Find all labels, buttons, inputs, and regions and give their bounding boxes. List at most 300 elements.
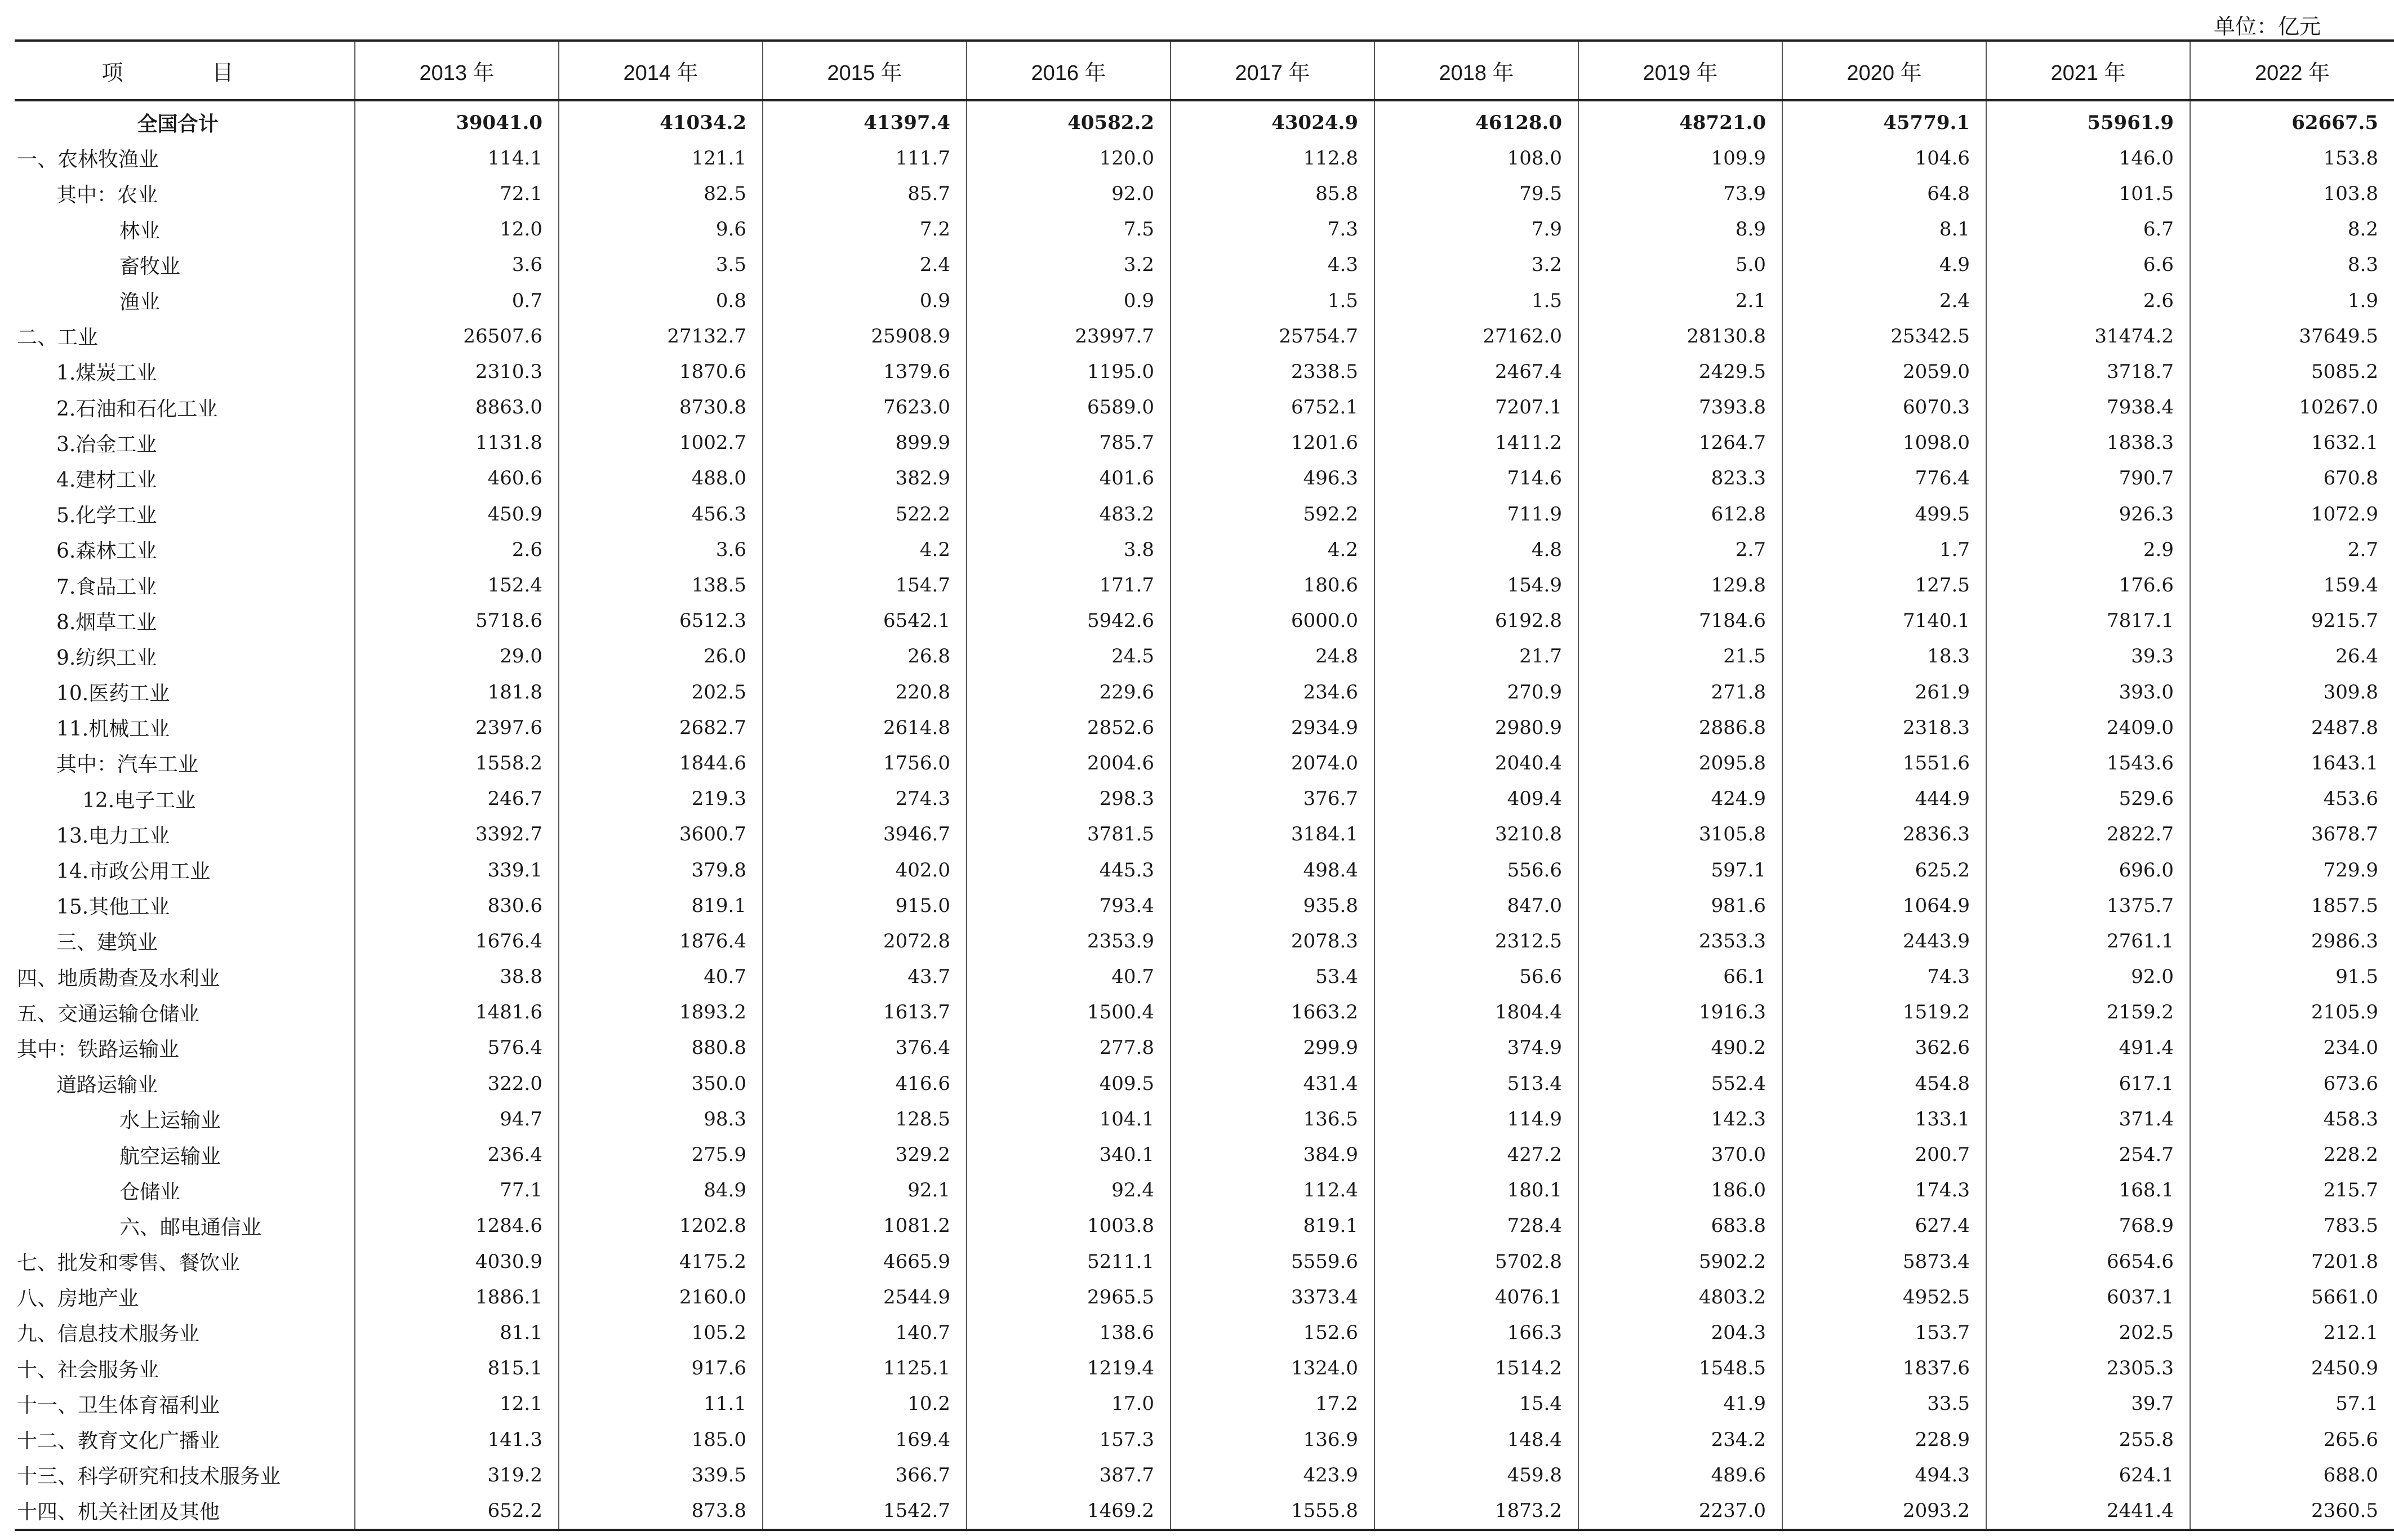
row-label: 8.烟草工业 [56, 611, 157, 634]
row-label: 水上运输业 [119, 1109, 221, 1133]
value-cell: 17.2 [1171, 1386, 1374, 1422]
value-cell: 81.1 [355, 1315, 559, 1350]
value-cell: 37649.5 [2190, 318, 2394, 354]
value-cell: 92.0 [967, 176, 1171, 211]
value-cell: 138.5 [559, 567, 763, 603]
value-cell: 148.4 [1374, 1422, 1578, 1457]
total-row [15, 100, 2394, 140]
value-cell: 1125.1 [763, 1351, 967, 1386]
value-cell: 5873.4 [1782, 1244, 1986, 1279]
value-cell: 5085.2 [2190, 354, 2394, 389]
value-cell: 899.9 [763, 425, 967, 461]
value-cell: 350.0 [559, 1066, 763, 1101]
value-cell: 84.9 [559, 1173, 763, 1208]
value-cell: 1873.2 [1374, 1493, 1578, 1529]
value-cell: 152.4 [355, 567, 559, 603]
value-cell: 153.8 [2190, 140, 2394, 176]
value-cell: 2429.5 [1578, 354, 1782, 389]
value-cell: 2544.9 [763, 1279, 967, 1315]
value-cell: 499.5 [1782, 496, 1986, 532]
row-label: 其中：汽车工业 [56, 753, 199, 777]
value-cell: 109.9 [1578, 140, 1782, 176]
value-cell: 3184.1 [1171, 817, 1374, 852]
value-cell: 4952.5 [1782, 1279, 1986, 1315]
value-cell: 322.0 [355, 1066, 559, 1101]
value-cell: 416.6 [763, 1066, 967, 1101]
row-label: 道路运输业 [56, 1074, 158, 1097]
year-column-header: 2019 年 [1578, 41, 1782, 100]
value-cell: 8.9 [1578, 212, 1782, 247]
value-cell: 57.1 [2190, 1386, 2394, 1422]
value-cell: 204.3 [1578, 1315, 1782, 1350]
value-cell: 215.7 [2190, 1173, 2394, 1208]
row-label: 九、信息技术服务业 [17, 1323, 200, 1346]
value-cell: 141.3 [355, 1422, 559, 1457]
value-cell: 2095.8 [1578, 745, 1782, 781]
table-row [15, 567, 2394, 603]
value-cell: 120.0 [967, 140, 1171, 176]
value-cell: 8.3 [2190, 247, 2394, 283]
value-cell: 4665.9 [763, 1244, 967, 1279]
value-cell: 2.6 [355, 532, 559, 567]
row-label: 2.石油和石化工业 [56, 397, 218, 421]
value-cell: 40.7 [559, 959, 763, 995]
value-cell: 1.5 [1171, 283, 1374, 318]
value-cell: 5.0 [1578, 247, 1782, 283]
value-cell: 376.4 [763, 1030, 967, 1066]
value-cell: 2338.5 [1171, 354, 1374, 389]
row-label: 10.医药工业 [56, 682, 170, 706]
value-cell: 6542.1 [763, 603, 967, 639]
value-cell: 261.9 [1782, 674, 1986, 710]
row-label: 林业 [119, 219, 161, 243]
table-row [15, 247, 2394, 283]
value-cell: 26.0 [559, 639, 763, 674]
value-cell: 5942.6 [967, 603, 1171, 639]
value-cell: 7201.8 [2190, 1244, 2394, 1279]
value-cell: 28130.8 [1578, 318, 1782, 354]
value-cell: 4.9 [1782, 247, 1986, 283]
value-cell: 1551.6 [1782, 745, 1986, 781]
value-cell: 458.3 [2190, 1101, 2394, 1137]
value-cell: 711.9 [1374, 496, 1578, 532]
value-cell: 2397.6 [355, 710, 559, 745]
value-cell: 73.9 [1578, 176, 1782, 211]
value-cell: 371.4 [1986, 1101, 2190, 1137]
value-cell: 254.7 [1986, 1137, 2190, 1172]
value-cell: 153.7 [1782, 1315, 1986, 1350]
value-cell: 3.6 [355, 247, 559, 283]
value-cell: 1098.0 [1782, 425, 1986, 461]
value-cell: 29.0 [355, 639, 559, 674]
table-row [15, 1315, 2394, 1350]
table-row [15, 603, 2394, 639]
value-cell: 200.7 [1782, 1137, 1986, 1172]
value-cell: 24.5 [967, 639, 1171, 674]
table-row [15, 176, 2394, 211]
value-cell: 2.4 [763, 247, 967, 283]
value-cell: 185.0 [559, 1422, 763, 1457]
row-label: 全国合计 [137, 112, 219, 136]
value-cell: 7.9 [1374, 212, 1578, 247]
value-cell: 7140.1 [1782, 603, 1986, 639]
value-cell: 41397.4 [763, 100, 967, 140]
value-cell: 2059.0 [1782, 354, 1986, 389]
year-column-header: 2017 年 [1171, 41, 1374, 100]
row-label: 十三、科学研究和技术服务业 [17, 1465, 281, 1489]
value-cell: 159.4 [2190, 567, 2394, 603]
value-cell: 1632.1 [2190, 425, 2394, 461]
value-cell: 85.7 [763, 176, 967, 211]
value-cell: 1003.8 [967, 1208, 1171, 1244]
value-cell: 3105.8 [1578, 817, 1782, 852]
table-row [15, 496, 2394, 532]
value-cell: 246.7 [355, 781, 559, 817]
value-cell: 309.8 [2190, 674, 2394, 710]
value-cell: 387.7 [967, 1457, 1171, 1493]
value-cell: 529.6 [1986, 781, 2190, 817]
value-cell: 33.5 [1782, 1386, 1986, 1422]
value-cell: 2360.5 [2190, 1493, 2394, 1529]
year-column-header: 2016 年 [967, 41, 1171, 100]
value-cell: 21.5 [1578, 639, 1782, 674]
row-label: 十四、机关社团及其他 [15, 1493, 355, 1529]
value-cell: 1284.6 [355, 1208, 559, 1244]
row-label: 十一、卫生体育福利业 [17, 1394, 220, 1417]
value-cell: 5718.6 [355, 603, 559, 639]
value-cell: 43024.9 [1171, 100, 1374, 140]
item-column-header: 项 目 [15, 41, 355, 100]
value-cell: 40582.2 [967, 100, 1171, 140]
value-cell: 1264.7 [1578, 425, 1782, 461]
value-cell: 104.6 [1782, 140, 1986, 176]
value-cell: 25342.5 [1782, 318, 1986, 354]
value-cell: 2822.7 [1986, 817, 2190, 852]
value-cell: 3718.7 [1986, 354, 2190, 389]
value-cell: 612.8 [1578, 496, 1782, 532]
table-row [15, 959, 2394, 995]
value-cell: 696.0 [1986, 852, 2190, 888]
value-cell: 362.6 [1782, 1030, 1986, 1066]
value-cell: 43.7 [763, 959, 967, 995]
value-cell: 265.6 [2190, 1422, 2394, 1457]
value-cell: 2836.3 [1782, 817, 1986, 852]
value-cell: 329.2 [763, 1137, 967, 1172]
value-cell: 8.2 [2190, 212, 2394, 247]
value-cell: 136.5 [1171, 1101, 1374, 1137]
value-cell: 2761.1 [1986, 923, 2190, 959]
value-cell: 1195.0 [967, 354, 1171, 389]
value-cell: 77.1 [355, 1173, 559, 1208]
table-row [15, 1493, 2394, 1529]
value-cell: 625.2 [1782, 852, 1986, 888]
value-cell: 142.3 [1578, 1101, 1782, 1137]
value-cell: 105.2 [559, 1315, 763, 1350]
value-cell: 1844.6 [559, 745, 763, 781]
value-cell: 111.7 [763, 140, 967, 176]
row-label: 1.煤炭工业 [56, 362, 157, 385]
value-cell: 1543.6 [1986, 745, 2190, 781]
value-cell: 0.7 [355, 283, 559, 318]
value-cell: 171.7 [967, 567, 1171, 603]
table-row [15, 532, 2394, 567]
value-cell: 169.4 [763, 1422, 967, 1457]
value-cell: 319.2 [355, 1457, 559, 1493]
value-cell: 4175.2 [559, 1244, 763, 1279]
value-cell: 552.4 [1578, 1066, 1782, 1101]
row-label: 3.冶金工业 [56, 433, 157, 456]
table-row [15, 390, 2394, 425]
value-cell: 140.7 [763, 1315, 967, 1350]
value-cell: 522.2 [763, 496, 967, 532]
value-cell: 1202.8 [559, 1208, 763, 1244]
value-cell: 277.8 [967, 1030, 1171, 1066]
value-cell: 728.4 [1374, 1208, 1578, 1244]
value-cell: 2353.9 [967, 923, 1171, 959]
value-cell: 3600.7 [559, 817, 763, 852]
table-row [15, 710, 2394, 745]
value-cell: 228.2 [2190, 1137, 2394, 1172]
value-cell: 7184.6 [1578, 603, 1782, 639]
value-cell: 3781.5 [967, 817, 1171, 852]
value-cell: 219.3 [559, 781, 763, 817]
value-cell: 489.6 [1578, 1457, 1782, 1493]
value-cell: 10267.0 [2190, 390, 2394, 425]
value-cell: 339.5 [559, 1457, 763, 1493]
value-cell: 1555.8 [1171, 1493, 1374, 1529]
value-cell: 12.0 [355, 212, 559, 247]
value-cell: 255.8 [1986, 1422, 2190, 1457]
value-cell: 11.1 [559, 1386, 763, 1422]
value-cell: 379.8 [559, 852, 763, 888]
row-label: 15.其他工业 [56, 896, 170, 919]
value-cell: 31474.2 [1986, 318, 2190, 354]
value-cell: 180.1 [1374, 1173, 1578, 1208]
value-cell: 2237.0 [1578, 1493, 1782, 1529]
value-cell: 830.6 [355, 888, 559, 923]
value-cell: 1857.5 [2190, 888, 2394, 923]
value-cell: 819.1 [1171, 1208, 1374, 1244]
value-cell: 202.5 [1986, 1315, 2190, 1350]
value-cell: 1072.9 [2190, 496, 2394, 532]
value-cell: 1375.7 [1986, 888, 2190, 923]
value-cell: 1514.2 [1374, 1351, 1578, 1386]
value-cell: 270.9 [1374, 674, 1578, 710]
value-cell: 2072.8 [763, 923, 967, 959]
value-cell: 6070.3 [1782, 390, 1986, 425]
value-cell: 53.4 [1171, 959, 1374, 995]
value-cell: 8.1 [1782, 212, 1986, 247]
value-cell: 154.9 [1374, 567, 1578, 603]
value-cell: 1756.0 [763, 745, 967, 781]
table-row [15, 1030, 2394, 1066]
value-cell: 556.6 [1374, 852, 1578, 888]
table-row [15, 140, 2394, 176]
value-cell: 64.8 [1782, 176, 1986, 211]
value-cell: 5559.6 [1171, 1244, 1374, 1279]
value-cell: 234.6 [1171, 674, 1374, 710]
row-label: 其中：农业 [56, 184, 158, 207]
row-label: 9.纺织工业 [56, 646, 157, 670]
value-cell: 1481.6 [355, 995, 559, 1030]
value-cell: 9215.7 [2190, 603, 2394, 639]
value-cell: 8730.8 [559, 390, 763, 425]
value-cell: 8863.0 [355, 390, 559, 425]
value-cell: 624.1 [1986, 1457, 2190, 1493]
value-cell: 2443.9 [1782, 923, 1986, 959]
table-row [15, 425, 2394, 461]
value-cell: 2318.3 [1782, 710, 1986, 745]
value-cell: 2852.6 [967, 710, 1171, 745]
table-row [15, 1386, 2394, 1422]
value-cell: 27162.0 [1374, 318, 1578, 354]
value-cell: 1064.9 [1782, 888, 1986, 923]
value-cell: 5661.0 [2190, 1279, 2394, 1315]
value-cell: 24.8 [1171, 639, 1374, 674]
value-cell: 157.3 [967, 1422, 1171, 1457]
value-cell: 146.0 [1986, 140, 2190, 176]
value-cell: 714.6 [1374, 461, 1578, 496]
value-cell: 92.1 [763, 1173, 967, 1208]
value-cell: 299.9 [1171, 1030, 1374, 1066]
value-cell: 40.7 [967, 959, 1171, 995]
value-cell: 21.7 [1374, 639, 1578, 674]
value-cell: 339.1 [355, 852, 559, 888]
value-cell: 2.4 [1782, 283, 1986, 318]
value-cell: 4.2 [1171, 532, 1374, 567]
value-cell: 275.9 [559, 1137, 763, 1172]
value-cell: 298.3 [967, 781, 1171, 817]
row-label: 6.森林工业 [56, 540, 157, 563]
value-cell: 2160.0 [559, 1279, 763, 1315]
value-cell: 72.1 [355, 176, 559, 211]
value-cell: 26.8 [763, 639, 967, 674]
value-cell: 46128.0 [1374, 100, 1578, 140]
value-cell: 1558.2 [355, 745, 559, 781]
value-cell: 6752.1 [1171, 390, 1374, 425]
value-cell: 85.8 [1171, 176, 1374, 211]
value-cell: 112.8 [1171, 140, 1374, 176]
table-row [15, 1351, 2394, 1386]
value-cell: 114.1 [355, 140, 559, 176]
value-cell: 27132.7 [559, 318, 763, 354]
value-cell: 23997.7 [967, 318, 1171, 354]
value-cell: 1469.2 [967, 1493, 1171, 1529]
value-cell: 2487.8 [2190, 710, 2394, 745]
value-cell: 370.0 [1578, 1137, 1782, 1172]
value-cell: 496.3 [1171, 461, 1374, 496]
value-cell: 490.2 [1578, 1030, 1782, 1066]
value-cell: 880.8 [559, 1030, 763, 1066]
row-label: 畜牧业 [119, 255, 181, 278]
row-label: 航空运输业 [119, 1145, 221, 1168]
value-cell: 1886.1 [355, 1279, 559, 1315]
value-cell: 6.6 [1986, 247, 2190, 283]
value-cell: 2441.4 [1986, 1493, 2190, 1529]
value-cell: 790.7 [1986, 461, 2190, 496]
value-cell: 683.8 [1578, 1208, 1782, 1244]
value-cell: 673.6 [2190, 1066, 2394, 1101]
value-cell: 108.0 [1374, 140, 1578, 176]
value-cell: 1870.6 [559, 354, 763, 389]
value-cell: 1324.0 [1171, 1351, 1374, 1386]
table-row [15, 1457, 2394, 1493]
value-cell: 26507.6 [355, 318, 559, 354]
value-cell: 427.2 [1374, 1137, 1578, 1172]
year-column-header: 2020 年 [1782, 41, 1986, 100]
value-cell: 1519.2 [1782, 995, 1986, 1030]
table-row [15, 1137, 2394, 1172]
value-cell: 402.0 [763, 852, 967, 888]
value-cell: 783.5 [2190, 1208, 2394, 1244]
value-cell: 688.0 [2190, 1457, 2394, 1493]
value-cell: 3.2 [1374, 247, 1578, 283]
value-cell: 2.7 [2190, 532, 2394, 567]
value-cell: 41034.2 [559, 100, 763, 140]
value-cell: 409.5 [967, 1066, 1171, 1101]
value-cell: 488.0 [559, 461, 763, 496]
value-cell: 4.2 [763, 532, 967, 567]
value-cell: 220.8 [763, 674, 967, 710]
value-cell: 1081.2 [763, 1208, 967, 1244]
year-column-header: 2014 年 [559, 41, 763, 100]
value-cell: 12.1 [355, 1386, 559, 1422]
year-column-header: 2015 年 [763, 41, 967, 100]
value-cell: 2934.9 [1171, 710, 1374, 745]
table-row [15, 888, 2394, 923]
row-label: 5.化学工业 [56, 504, 157, 528]
value-cell: 62667.5 [2190, 100, 2394, 140]
value-cell: 460.6 [355, 461, 559, 496]
value-cell: 5211.1 [967, 1244, 1171, 1279]
value-cell: 494.3 [1782, 1457, 1986, 1493]
value-cell: 873.8 [559, 1493, 763, 1529]
value-cell: 1219.4 [967, 1351, 1171, 1386]
value-cell: 2040.4 [1374, 745, 1578, 781]
value-cell: 2.1 [1578, 283, 1782, 318]
value-cell: 212.1 [2190, 1315, 2394, 1350]
value-cell: 94.7 [355, 1101, 559, 1137]
row-label: 4.建材工业 [56, 468, 157, 492]
value-cell: 847.0 [1374, 888, 1578, 923]
value-cell: 180.6 [1171, 567, 1374, 603]
value-cell: 2.9 [1986, 532, 2190, 567]
value-cell: 271.8 [1578, 674, 1782, 710]
table-body [15, 100, 2394, 1530]
value-cell: 2159.2 [1986, 995, 2190, 1030]
value-cell: 6037.1 [1986, 1279, 2190, 1315]
value-cell: 7.3 [1171, 212, 1374, 247]
value-cell: 7.2 [763, 212, 967, 247]
value-cell: 926.3 [1986, 496, 2190, 532]
value-cell: 56.6 [1374, 959, 1578, 995]
value-cell: 18.3 [1782, 639, 1986, 674]
row-label: 十、社会服务业 [17, 1358, 159, 1382]
value-cell: 2310.3 [355, 354, 559, 389]
value-cell: 2986.3 [2190, 923, 2394, 959]
value-cell: 128.5 [763, 1101, 967, 1137]
value-cell: 1916.3 [1578, 995, 1782, 1030]
value-cell: 228.9 [1782, 1422, 1986, 1457]
value-cell: 4076.1 [1374, 1279, 1578, 1315]
value-cell: 1411.2 [1374, 425, 1578, 461]
value-cell: 234.2 [1578, 1422, 1782, 1457]
value-cell: 597.1 [1578, 852, 1782, 888]
value-cell: 3.8 [967, 532, 1171, 567]
value-cell: 3678.7 [2190, 817, 2394, 852]
value-cell: 340.1 [967, 1137, 1171, 1172]
value-cell: 3392.7 [355, 817, 559, 852]
